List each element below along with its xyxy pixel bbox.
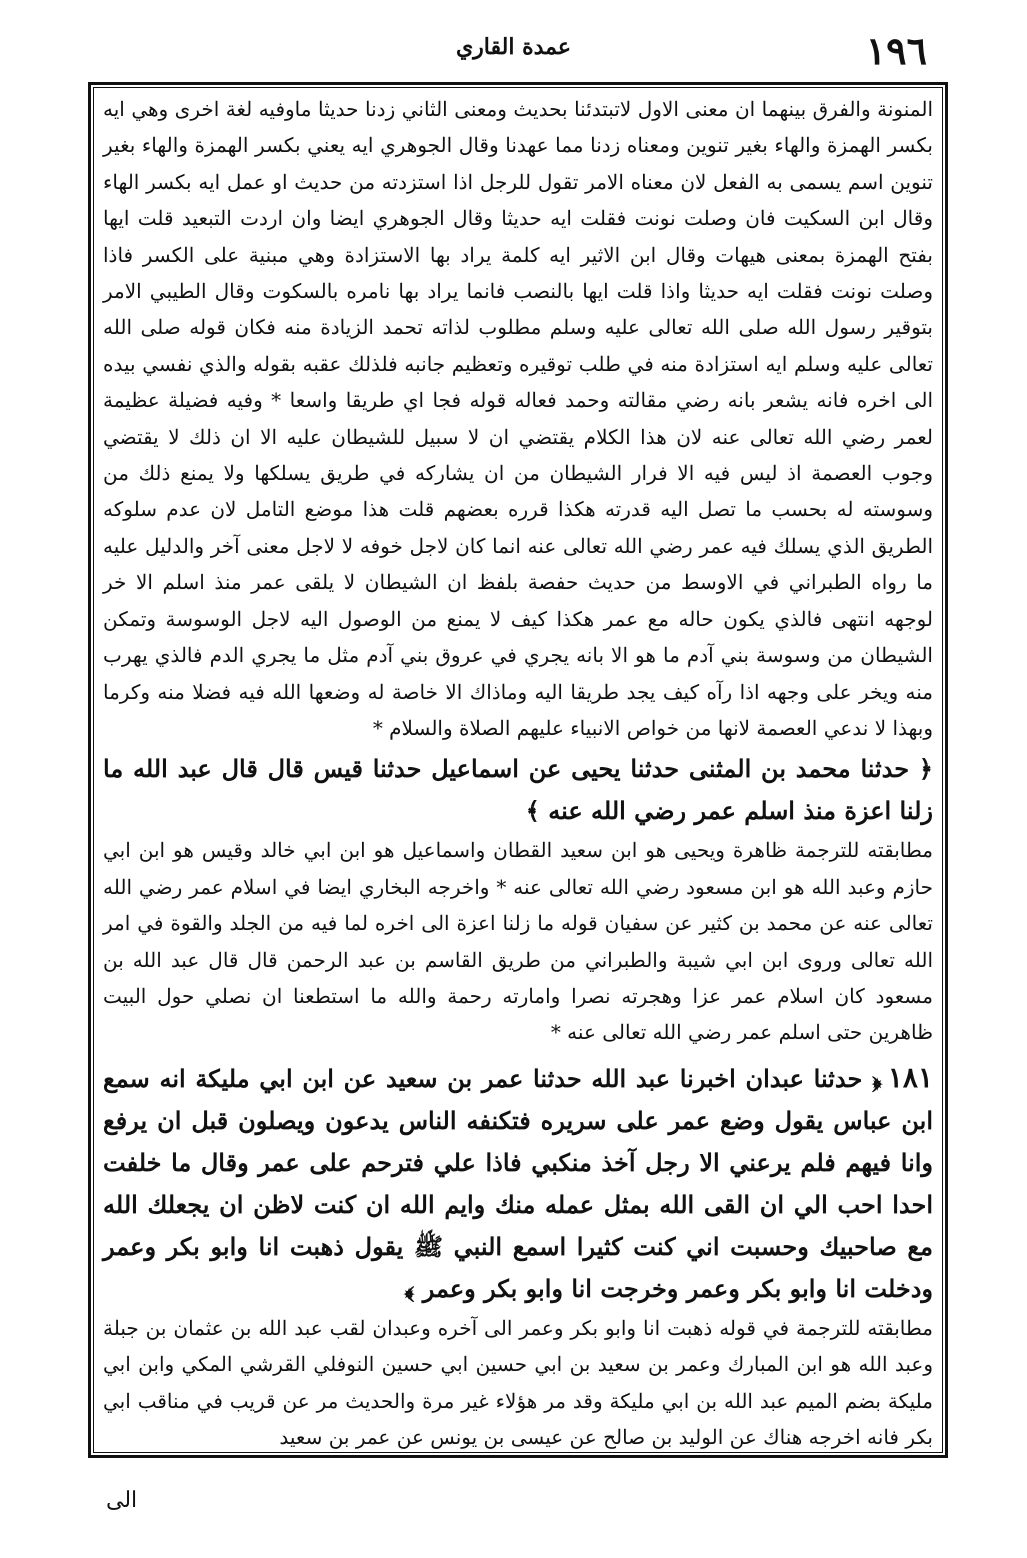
commentary-paragraph-3: مطابقته للترجمة في قوله ذهبت انا وابو بكر وعمر الى آخره وعبدان لقب عبد الله بن عثمان بن جبلة وعبد الله هو ابن المبارك وعمر بن سعيد بن ابي حسين ابي حسين النوفلي القرشي المكي وابن ابي مليكة بضم الميم عبد الله بن ابي مليكة وقد مر هؤلاء غير مرة والحديث مر عن قريب في مناقب ابي بكر فانه اخرجه هناك عن الوليد بن صالح عن عيسى بن يونس عن عمر بن سعيد [103, 1315, 933, 1449]
page-number: ١٩٦ [865, 28, 927, 73]
hadith-number: ١٨١ [887, 1060, 934, 1094]
catchword: الى [106, 1488, 138, 1513]
hadith-paragraph: ﴿ حدثنا محمد بن المثنى حدثنا يحيى عن اسماعيل حدثنا قيس قال قال عبد الله ما زلنا اعزة منذ اسلم عمر رضي الله عنه ﴾ [103, 754, 933, 826]
commentary-paragraph-2: مطابقته للترجمة ظاهرة ويحيى هو ابن سعيد القطان واسماعيل هو ابن ابي خالد وقيس هو ابن ابي حازم وعبد الله هو ابن مسعود رضي الله تعالى عنه * واخرجه البخاري ايضا في اسلام عمر رضي الله تعالى عنه عن محمد بن كثير عن سفيان قوله ما زلنا اعزة الى اخره لما فيه من الجلد والقوة في امر الله تعالى وروى ابن ابي شيبة والطبراني من طريق القاسم بن عبد الرحمن قال قال عبد الله بن مسعود كان اسلام عمر عزا وهجرته نصرا وامارته رحمة والله ما استطعنا ان نصلي حول البيت ظاهرين حتى اسلم عمر رضي الله تعالى عنه * [103, 838, 933, 1045]
hadith-181-block [103, 1057, 933, 1310]
commentary-paragraph-1: المنونة والفرق بينهما ان معنى الاول لاتبتدئنا بحديث ومعنى الثاني زدنا حديثا ماوفيه لغة اخرى وهي ايه بكسر الهمزة والهاء بغير تنوين ومعناه زدنا مما عهدنا وقال الجوهري ايه يعني بكسر الهمزة والهاء بغير تنوين اسم يسمى به الفعل لان معناه الامر تقول للرجل اذا استزدته من حديث او عمل ايه بكسر الهاء وقال ابن السكيت فان وصلت نونت فقلت ايه حديثا وقال الجوهري ايضا وان اردت التبعيد قلت ايها بفتح الهمزة بمعنى هيهات وقال ابن الاثير ايه كلمة يراد بها الاستزادة وهي مبنية على الكسر فاذا وصلت نونت فقلت ايه حديثا واذا قلت ايها بالنصب فانما يراد بها نامره بالسكوت وقال الطيبي الامر بتوقير رسول الله صلى الله تعالى عليه وسلم مطلوب لذاته تحمد الزيادة منه فكان قوله صلى الله تعالى عليه وسلم ايه استزادة منه في طلب توقيره وتعظيم جانبه فلذلك عقبه بقوله والذي نفسي بيده الى اخره فانه يشعر بانه رضي مقالته وحمد فعاله قوله فجا اي طريقا واسعا * وفيه فضيلة عظيمة لعمر رضي الله تعالى عنه لان هذا الكلام يقتضي ان لا سبيل للشيطان عليه الا ان ذلك لا يقتضي وجوب العصمة اذ ليس فيه الا فرار الشيطان من ان يشاركه في طريق يسلكها ولا يمنع ذلك من وسوسته له بحسب ما تصل اليه قدرته هكذا قرره بعضهم قلت هذا موضع التامل لان عدم سلوكه الطريق الذي يسلك فيه عمر رضي الله تعالى عنه انما كان لاجل خوفه لا لاجل معنى آخر والدليل عليه ما رواه الطبراني في الاوسط من حديث حفصة بلفظ ان الشيطان لا يلقى عمر منذ اسلم الا خر لوجهه انتهى فالذي يكون حاله مع عمر هكذا كيف لا يمنع من الوصول اليه لاجل الوسوسة وتمكن الشيطان من وسوسة بني آدم ما هو الا بانه يجري في عروق بني آدم مثل ما يجري الدم فالذي يهرب منه ويخر على وجهه اذا رآه كيف يجد طريقا اليه وماذاك الا خاصة له وضعها الله فيه فضلا منه وكرما وبهذا لا ندعي العصمة لانها من خواص الانبياء عليهم الصلاة والسلام * [103, 97, 934, 740]
hadith-181-text: ﴿ حدثنا عبدان اخبرنا عبد الله حدثنا عمر بن سعيد عن ابن ابي مليكة انه سمع ابن عباس يقول وضع عمر على سريره فتكنفه الناس يدعون ويصلون قبل ان يرفع وانا فيهم فلم يرعني الا رجل آخذ منكبي فاذا علي فترحم على عمر وقال ما خلفت احدا احب الي ان القى الله بمثل عمله منك وايم الله ان كنت لاظن ان يجعلك الله مع صاحبيك وحسبت اني كنت كثيرا اسمع النبي ﷺ يقول ذهبت انا وابو بكر وعمر ودخلت انا وابو بكر وعمر وخرجت انا وابو بكر وعمر ﴾ [103, 1063, 933, 1303]
running-title: عمدة القاري [455, 34, 572, 60]
page-body [103, 91, 933, 1455]
text-frame [88, 82, 948, 1458]
page-header [0, 28, 1027, 74]
